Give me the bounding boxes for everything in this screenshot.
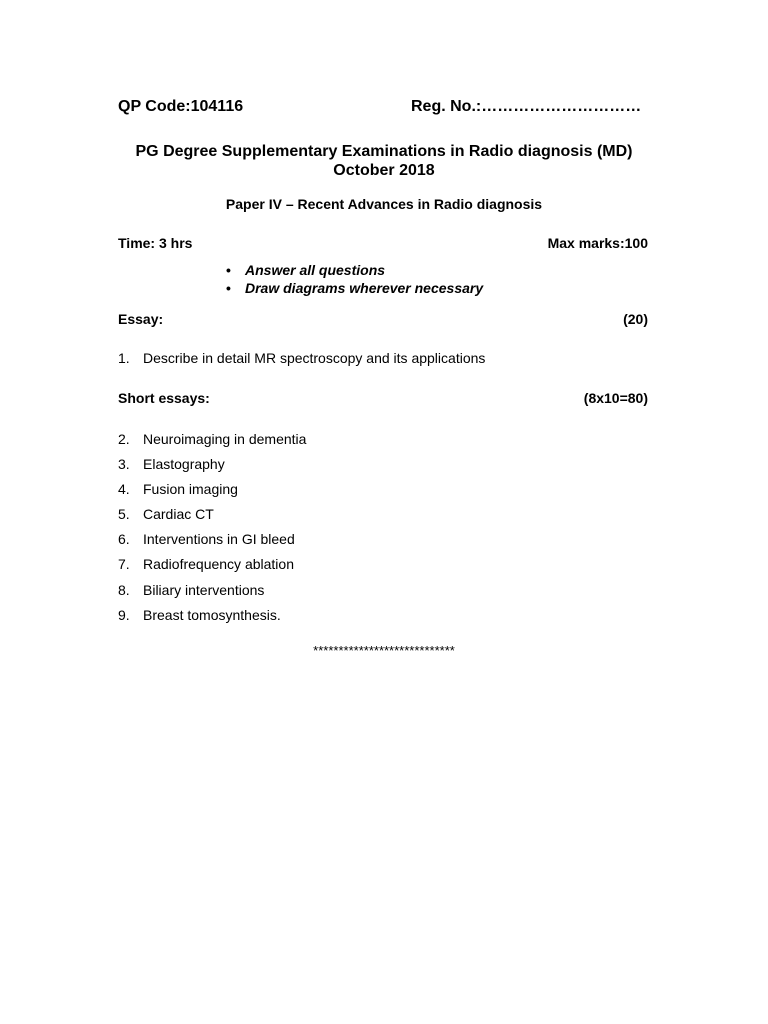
exam-title: PG Degree Supplementary Examinations in Radio diagnosis (MD) [135, 143, 633, 160]
question-item [118, 556, 638, 574]
question-number: 2. [118, 431, 130, 447]
question-number: 1. [118, 350, 130, 366]
question-number: 7. [118, 556, 130, 572]
question-number: 3. [118, 456, 130, 472]
bullet-icon: • [226, 262, 231, 278]
bullet-icon: • [226, 280, 231, 296]
question-item [118, 481, 638, 499]
question-text: Elastography [143, 456, 225, 472]
registration-number: Reg. No.:………………………… [411, 98, 642, 115]
question-item [118, 431, 638, 449]
question-item [118, 456, 638, 474]
instruction-text: Answer all questions [245, 262, 386, 278]
qp-code: QP Code:104116 [118, 98, 244, 115]
question-text: Interventions in GI bleed [143, 531, 295, 547]
question-number: 4. [118, 481, 130, 497]
end-of-paper-marker: **************************** [313, 643, 455, 658]
essay-marks: (20) [623, 311, 648, 327]
question-number: 6. [118, 531, 130, 547]
paper-title: Paper IV – Recent Advances in Radio diagnosis [225, 196, 543, 212]
question-number: 8. [118, 582, 130, 598]
instruction-item [226, 262, 386, 278]
question-text: Neuroimaging in dementia [143, 431, 307, 447]
question-item [118, 582, 638, 600]
short-essays-marks: (8x10=80) [583, 390, 648, 406]
question-text: Biliary interventions [143, 582, 265, 598]
exam-date: October 2018 [333, 162, 435, 179]
question-number: 5. [118, 506, 130, 522]
question-item [118, 506, 638, 524]
question-item [118, 531, 638, 549]
question-text: Describe in detail MR spectroscopy and its applications [143, 350, 486, 366]
question-text: Breast tomosynthesis. [143, 607, 281, 623]
instruction-item [226, 280, 484, 296]
question-text: Radiofrequency ablation [143, 556, 294, 572]
max-marks: Max marks:100 [547, 235, 648, 251]
essay-heading: Essay: [118, 311, 164, 327]
question-text: Cardiac CT [143, 506, 214, 522]
short-essays-heading: Short essays: [118, 390, 210, 406]
instruction-text: Draw diagrams wherever necessary [245, 280, 484, 296]
question-number: 9. [118, 607, 130, 623]
question-text: Fusion imaging [143, 481, 238, 497]
question-item [118, 350, 638, 368]
exam-time: Time: 3 hrs [118, 235, 193, 251]
question-item [118, 607, 638, 625]
